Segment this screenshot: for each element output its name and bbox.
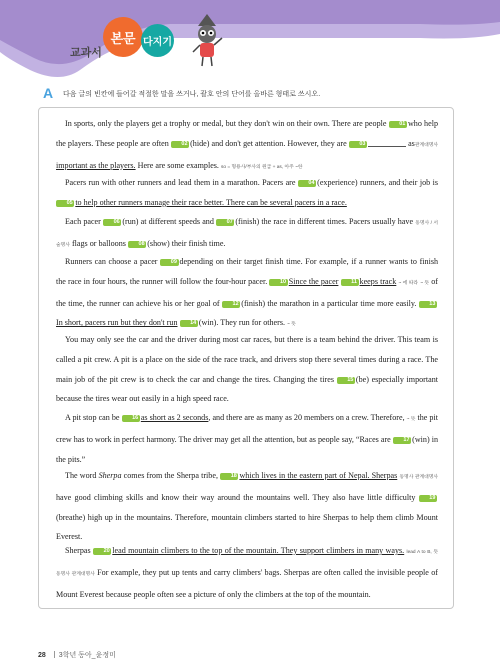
book-title: 3학년 동아_윤정미: [58, 652, 116, 659]
paragraph-8: [56, 541, 438, 604]
text: as short as 2 seconds: [140, 413, 209, 422]
question-number: 05: [56, 200, 74, 207]
question-number: 16: [122, 415, 140, 422]
text: their job is: [402, 178, 438, 187]
text: (breathe) high up in the mountains. Therefore, mountain climbers started to hire Sherpas to help them: [56, 512, 393, 522]
question-number: 15: [337, 377, 355, 384]
text: times during a race. The main job of the pit crew is to check the car and change the tires. Changing the: [56, 354, 438, 384]
text: who help the players. These people are often: [56, 119, 438, 148]
italic-word: Sherpa: [98, 471, 122, 480]
text: as: [408, 138, 415, 148]
hint-note: 동명사 관계대명사: [56, 571, 95, 577]
question-number: 20: [93, 548, 111, 555]
text: (hide) and don't get attention. However, they are: [190, 138, 347, 148]
text: are: [380, 434, 391, 444]
question-number: 07: [216, 219, 234, 226]
hint-note: 관계대명사: [414, 142, 438, 148]
hint-note: 동명사 관계대명사: [399, 475, 438, 480]
mascot-icon: [190, 12, 224, 68]
text: to help other runners manage their race better. There can be several pacers in a race.: [75, 197, 347, 207]
text: comes from the Sherpa tribe,: [123, 471, 218, 480]
paragraph-6: [56, 408, 438, 469]
underlined-text: important as the players.: [56, 160, 136, 170]
paragraph-7: [56, 466, 438, 547]
text: In short, pacers run but they don't run: [56, 318, 178, 328]
page-footer: [38, 650, 116, 660]
text: tires: [320, 374, 334, 384]
paragraph-2: [56, 173, 438, 213]
text: of the time, the runner can achieve his or her goal of: [56, 276, 438, 308]
hint-note: lead A to B, 뜻: [406, 550, 439, 555]
text: The word: [65, 471, 97, 480]
text: Each pacer: [65, 217, 101, 226]
text: You may only see the car and the driver during most car races, but there is a team behind the driver.: [65, 335, 396, 344]
question-number: 11: [341, 279, 359, 286]
text: keeps track: [359, 276, 397, 286]
question-number: 02: [171, 141, 189, 148]
question-number: 06: [103, 219, 121, 226]
paragraph-3: [56, 212, 438, 256]
text: Here are some examples.: [137, 160, 219, 170]
question-number: 17: [393, 437, 411, 444]
header-banner: [0, 0, 500, 78]
text: , and there are as many as 20 members on a crew. Therefore,: [208, 413, 405, 422]
paragraph-5: [56, 330, 438, 409]
question-number: 03: [349, 141, 367, 148]
text: (win) in the pits.”: [56, 434, 439, 464]
header-badge-sub: 다지기: [141, 24, 174, 57]
text: (win). They run for others.: [198, 318, 286, 328]
text: (show) their finish time.: [147, 238, 226, 248]
text: (be) especially important because the tires wear out easily in a high speed race.: [56, 374, 439, 404]
question-number: 12: [222, 301, 240, 308]
text: (finish) the marathon in a particular time more: [241, 298, 394, 308]
hint-note: ~ 뜻: [287, 322, 296, 328]
text: Pacers run with other runners and lead them in a marathon. Pacers are: [65, 178, 296, 187]
text: depending on their target finish time. For example, if a runner wants to: [179, 257, 417, 266]
question-number: 18: [220, 473, 238, 480]
question-number: 08: [128, 241, 146, 248]
question-number: 04: [298, 180, 316, 187]
text: This team is called a pit crew. A pit is a place on the side of the race track, and drivers stop there several: [56, 335, 438, 364]
hint-note: so = 형용사/부사의 원급 + as, 아주 ~한: [221, 164, 303, 170]
question-number: 10: [269, 279, 287, 286]
text: A pit stop can be: [65, 413, 120, 422]
page-number: 28: [38, 652, 46, 659]
text: (finish) the race in different times. Pacers usually have: [235, 217, 414, 226]
hint-note: ~ 뜻: [406, 417, 416, 422]
question-number: 14: [180, 320, 198, 327]
text: lead mountain climbers to the top of the mountain. They support climbers in many ways.: [112, 546, 405, 555]
text: the pit crew has to work in perfect harmony. The driver may get all the attention, but as people say, “Races: [56, 413, 438, 444]
hint-note: 동명사 / 서술명사: [56, 221, 438, 248]
text: Runners can choose a pacer: [65, 257, 158, 266]
text: climb Mount Everest.: [56, 512, 439, 542]
question-number: 01: [389, 121, 407, 128]
text: have good climbing skills and know their way around the mountains well. They also have little difficulty: [56, 492, 416, 502]
text: Mount Everest because people often see a picture of only the climbers at the top of the mountain.: [56, 589, 371, 599]
section-instruction: 다음 글의 빈칸에 들어갈 적절한 말을 쓰거나, 괄호 안의 단어를 올바른 형태로 쓰시오.: [63, 91, 321, 98]
question-number: 13: [419, 301, 437, 308]
text: which lives in the eastern part of Nepal. Sherpas: [239, 471, 398, 480]
paragraph-4: [56, 252, 438, 335]
paragraph-1: [56, 114, 438, 177]
text: easily.: [395, 298, 417, 308]
section-letter: A: [43, 85, 54, 101]
question-number: 19: [419, 495, 437, 502]
hint-note: ~ 뜻: [420, 280, 430, 286]
answer-blank[interactable]: [368, 138, 406, 147]
text: (run) at different speeds and: [122, 217, 214, 226]
text: (experience) runners, and: [317, 178, 401, 187]
text: flags or balloons: [71, 238, 126, 248]
text: finish the race in four hours, the runner will follow the four-hour pacer.: [56, 257, 439, 286]
text: For example, they put up tents and carry climbers' bags. Sherpas are often called the invisible people of: [97, 567, 438, 577]
hint-note: ~ 에 따라: [398, 280, 419, 286]
header-badge-main: 본문: [103, 17, 143, 57]
question-number: 09: [160, 259, 178, 266]
text: In sports, only the players get a trophy or medal, but they don't win on their own. There are people: [65, 119, 387, 128]
divider: [54, 651, 55, 658]
text: Sherpas: [65, 546, 91, 555]
header-label: 교과서: [70, 47, 102, 59]
text: Since the pacer: [288, 276, 339, 286]
